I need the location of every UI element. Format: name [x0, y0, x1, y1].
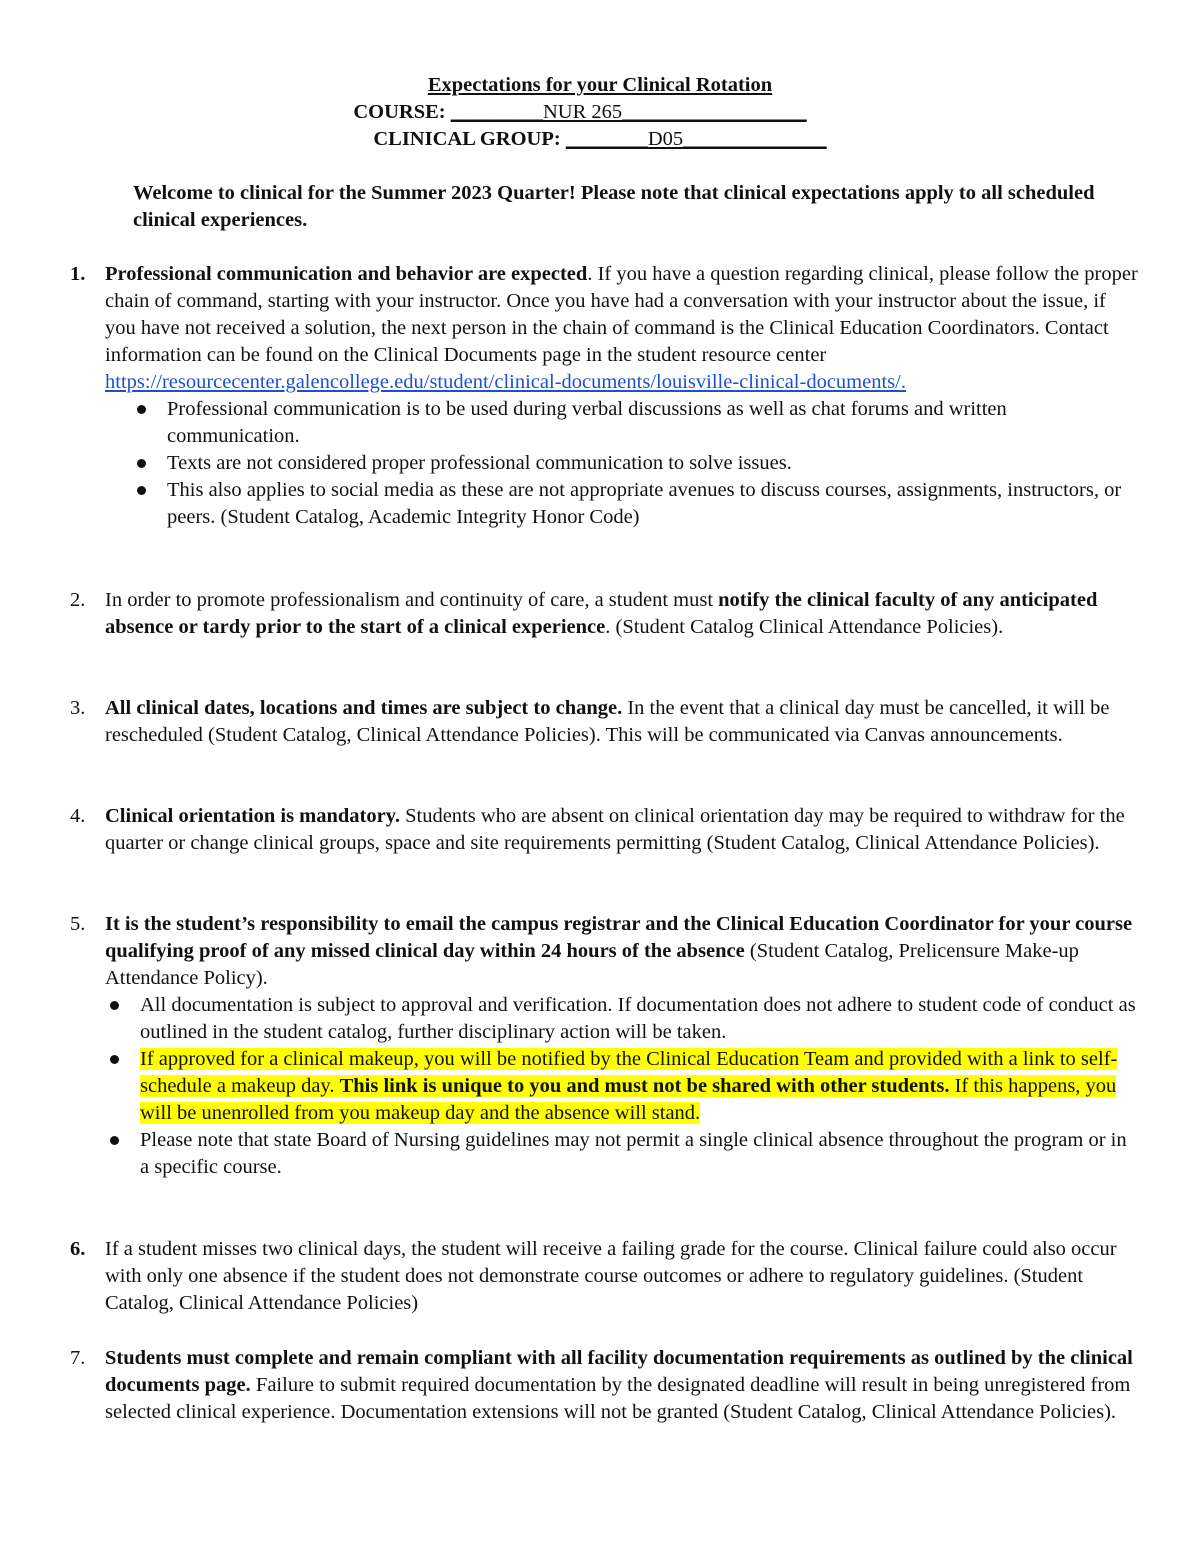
list-item-2: 2. In order to promote professionalism and continuity of care, a student must notify the clinical faculty of any anticipated absence or tardy prior to the start of a clinical experience. (Student Catalog Clinical Attendance Policies). — [70, 589, 1098, 638]
list-item-7: 7. Students must complete and remain compliant with all facility documentation requirements as outlined by the clinical documents page. Failure to submit required documentation by the designated deadline will result in being unregistered from selected clinical experience. Documentation extensions will not be granted (Student Catalog, Clinical Attendance Policies). — [70, 1347, 1133, 1423]
item-number: 7. — [70, 1347, 86, 1369]
bullet-item: Professional communication is to be used during verbal discussions as well as chat forums and written communication. — [167, 396, 1140, 450]
bullet-item: All documentation is subject to approval and verification. If documentation does not adhere to student code of conduct as outlined in the student catalog, further disciplinary action will be taken. — [140, 992, 1140, 1046]
clinical-group-label: CLINICAL GROUP: — [373, 128, 561, 150]
clinical-group-value: ________D05______________ — [565, 128, 827, 150]
document-title: Expectations for your Clinical Rotation — [427, 74, 773, 96]
bullet-item-highlighted: If approved for a clinical makeup, you will be notified by the Clinical Education Team and provided with a link to self-schedule a makeup day. This link is unique to you and must not be shared with other students. If this happens, you will be unenrolled from you makeup day and the absence will stand. — [140, 1046, 1140, 1127]
course-value: _________NUR 265__________________ — [450, 101, 807, 123]
item-number: 5. — [70, 913, 86, 935]
item-bold-text: It is the student’s responsibility to email the campus registrar and the Clinical Education Coordinator for your course qualifying proof of any missed clinical day within 24 hours of the absence — [105, 913, 1133, 962]
bullet-icon — [137, 486, 146, 495]
bullet-icon — [137, 405, 146, 414]
item-number: 3. — [70, 697, 86, 719]
item-bold-text: Professional communication and behavior are expected — [105, 263, 588, 285]
bullet-item: Please note that state Board of Nursing guidelines may not permit a single clinical absence throughout the program or in a specific course. — [140, 1127, 1140, 1181]
item-bold-text: Clinical orientation is mandatory. — [105, 805, 400, 827]
list-item-6: 6. If a student misses two clinical days, the student will receive a failing grade for the course. Clinical failure could also occur with only one absence if the student does not demonstrate course outcomes or adhere to regulatory guidelines. (Student Catalog, Clinical Attendance Policies) — [70, 1238, 1117, 1314]
item-number: 4. — [70, 805, 86, 827]
bullet-list — [140, 992, 1140, 1181]
list-item-3: 3. All clinical dates, locations and times are subject to change. In the event that a clinical day must be cancelled, it will be rescheduled (Student Catalog, Clinical Attendance Policies). This will be communicated via Canvas announcements. — [70, 697, 1110, 746]
course-label: COURSE: — [353, 101, 446, 123]
course-line — [0, 99, 1180, 126]
item-text: . If you have a question regarding clinical, please follow the proper chain of command, starting with your instructor. Once you have had a conversation with your instructor about the issue, if you have not received a solution, the next person in the chain of command is the Clinical Education Coordinators. Contact information can be found on the Clinical Documents page in the student resource center — [105, 263, 1138, 366]
item-number: 2. — [70, 589, 86, 611]
item-bold-text: notify the clinical faculty of any anticipated absence or tardy prior to the start of a clinical experience — [105, 589, 1098, 638]
list-item-4: 4. Clinical orientation is mandatory. Students who are absent on clinical orientation day may be required to withdraw for the quarter or change clinical groups, space and site requirements permitting (Student Catalog, Clinical Attendance Policies). — [70, 805, 1125, 854]
bullet-list — [167, 396, 1140, 531]
highlighted-bold-text: This link is unique to you and must not be shared with other students. — [339, 1075, 950, 1097]
bullet-item: This also applies to social media as these are not appropriate avenues to discuss courses, assignments, instructors, or peers. (Student Catalog, Academic Integrity Honor Code) — [167, 477, 1140, 531]
item-bold-text: All clinical dates, locations and times are subject to change. — [105, 697, 623, 719]
bullet-icon — [110, 1001, 119, 1010]
list-item-5: 5. It is the student’s responsibility to email the campus registrar and the Clinical Education Coordinator for your course qualifying proof of any missed clinical day within 24 hours of the absence (Student Catalog, Prelicensure Make-up Attendance Policy). All documentation is subject to approval and verification. If documentation does not adhere to student code of conduct as outlined in the student catalog, further disciplinary action will be taken. If approved for a clinical makeup, you will be notified by the Clinical Education Team and provided with a link to self-schedule a makeup day. This link is unique to you and must not be shared with other students. If this happens, you will be unenrolled from you makeup day and the absence will stand. Please note that state Board of Nursing guidelines may not permit a single clinical absence throughout the program or in a specific course. — [70, 911, 1140, 1181]
bullet-item: Texts are not considered proper professional communication to solve issues. — [167, 450, 1140, 477]
bullet-icon — [110, 1055, 119, 1064]
item-bold-text: Students must complete and remain compliant with all facility documentation requirements as outlined by the clinical documents page. — [105, 1347, 1133, 1396]
clinical-group-line — [0, 126, 1200, 153]
list-item-1 — [70, 261, 1140, 531]
welcome-paragraph: Welcome to clinical for the Summer 2023 Quarter! Please note that clinical expectations apply to all scheduled clinical experiences. — [133, 182, 1095, 231]
item-number: 1. — [70, 263, 86, 285]
bullet-icon — [110, 1136, 119, 1145]
resource-center-link[interactable]: https://resourcecenter.galencollege.edu/student/clinical-documents/louisville-clinical-documents/. — [105, 371, 906, 393]
item-number: 6. — [70, 1238, 86, 1260]
bullet-icon — [137, 459, 146, 468]
